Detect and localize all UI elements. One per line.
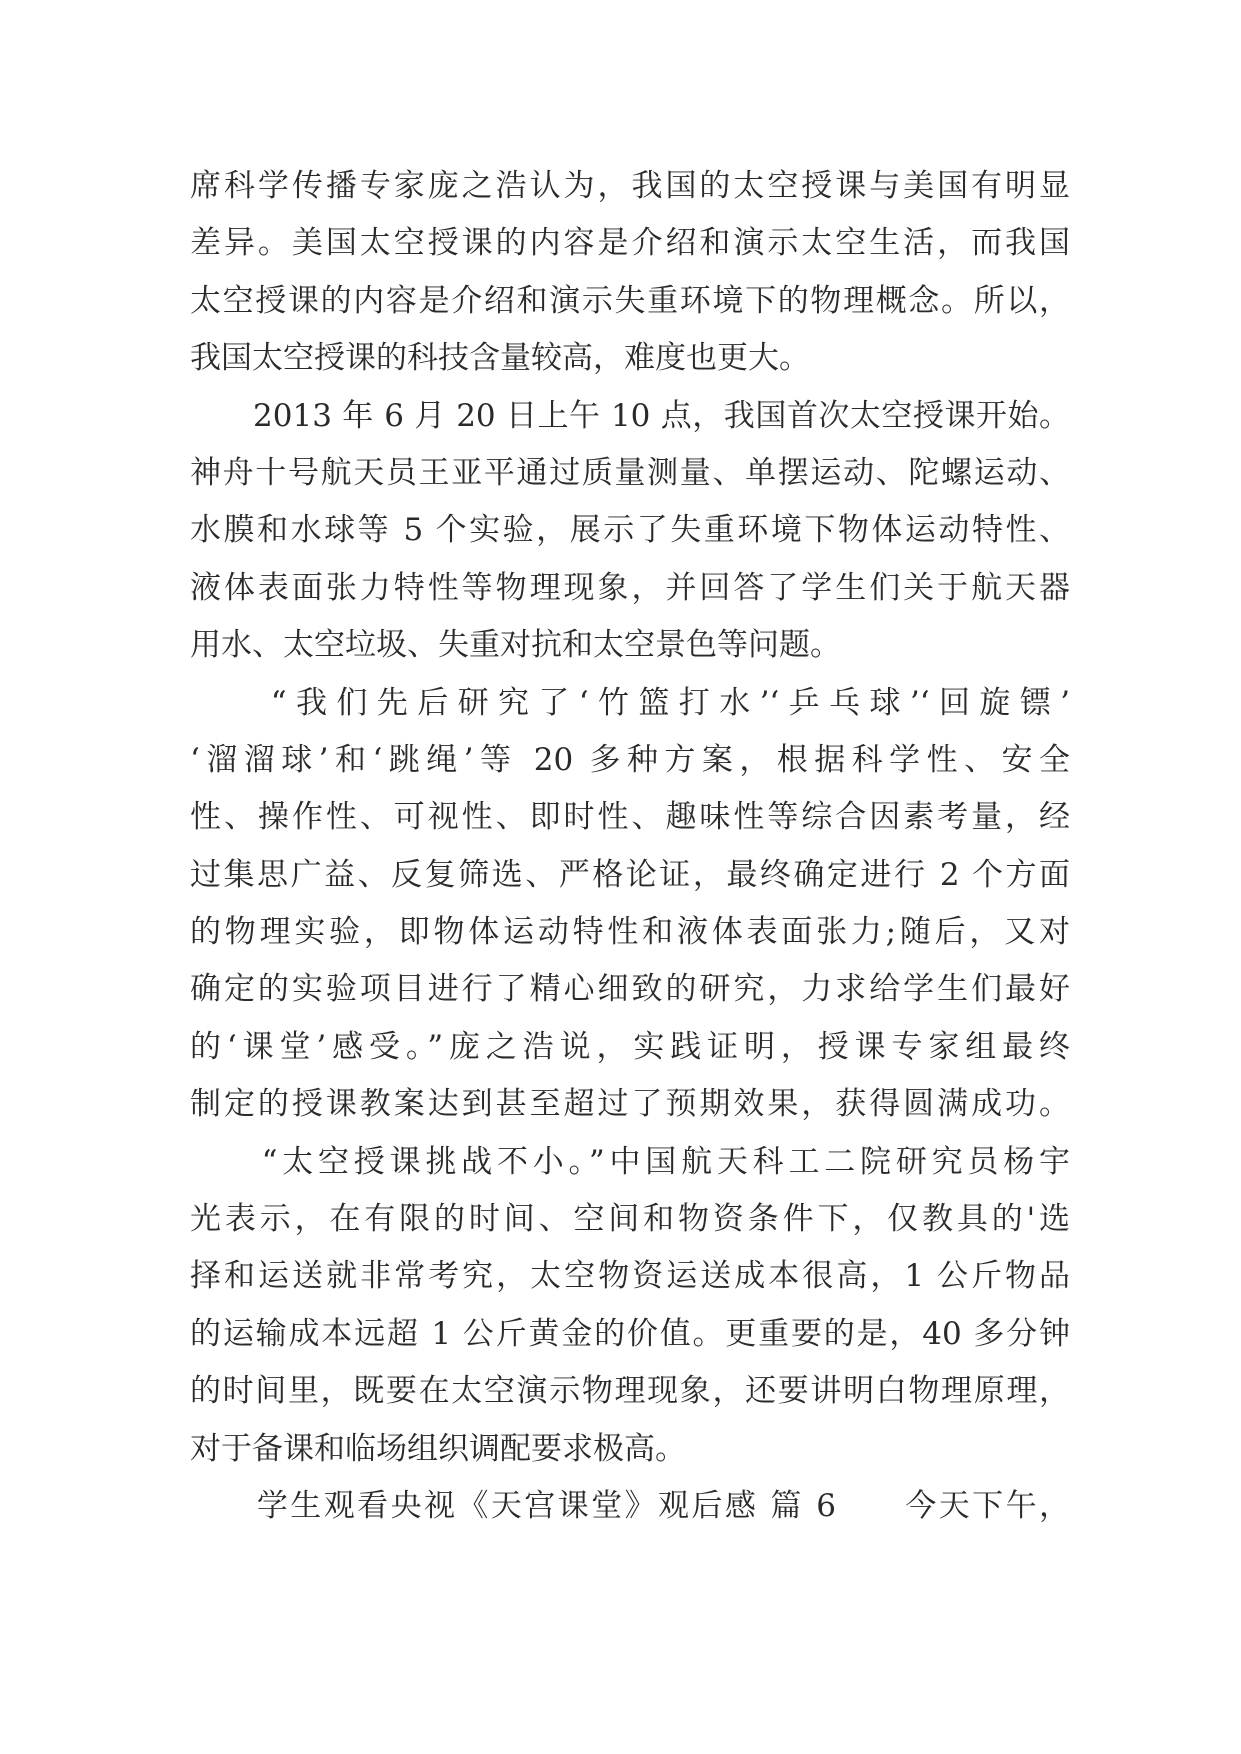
document-page: [190, 158, 1070, 1535]
text-line-6: 神舟十号航天员王亚平通过质量测量、单摆运动、陀螺运动、: [190, 454, 1070, 491]
text-line-22: 的时间里，既要在太空演示物理现象，还要讲明白物理原理，: [190, 1373, 1070, 1410]
text-line-4: 我国太空授课的科技含量较高，难度也更大。: [190, 340, 810, 377]
text-line-21: 的运输成本远超 1 公斤黄金的价值。更重要的是，40 多分钟: [190, 1315, 1070, 1352]
text-line-8: 液体表面张力特性等物理现象，并回答了学生们关于航天器: [190, 569, 1070, 606]
text-line-12: 性、操作性、可视性、即时性、趣味性等综合因素考量，经: [190, 799, 1070, 836]
text-line-19: 光表示，在有限的时间、空间和物资条件下，仅教具的'选: [190, 1201, 1070, 1238]
text-line-5: 2013 年 6 月 20 日上午 10 点，我国首次太空授课开始。: [190, 397, 1070, 434]
text-line-9: 用水、太空垃圾、失重对抗和太空景色等问题。: [190, 627, 841, 664]
text-line-24: 学生观看央视《天宫课堂》观后感 篇 6 今天下午，: [190, 1487, 1070, 1524]
text-line-18: “太空授课挑战不小。”中国航天科工二院研究员杨宇: [190, 1143, 1070, 1180]
text-line-2: 差异。美国太空授课的内容是介绍和演示太空生活，而我国: [190, 225, 1070, 262]
text-line-14: 的物理实验，即物体运动特性和液体表面张力;随后，又对: [190, 914, 1070, 951]
text-line-16: 的‘课堂’感受。”庞之浩说，实践证明，授课专家组最终: [190, 1028, 1070, 1065]
text-line-3: 太空授课的内容是介绍和演示失重环境下的物理概念。所以，: [190, 282, 1070, 319]
text-line-13: 过集思广益、反复筛选、严格论证，最终确定进行 2 个方面: [190, 856, 1070, 893]
text-line-20: 择和运送就非常考究，太空物资运送成本很高，1 公斤物品: [190, 1258, 1070, 1295]
text-line-1: 席科学传播专家庞之浩认为，我国的太空授课与美国有明显: [190, 168, 1070, 204]
text-line-15: 确定的实验项目进行了精心细致的研究，力求给学生们最好: [190, 971, 1070, 1008]
text-line-11: ‘溜溜球’和‘跳绳’等 20 多种方案，根据科学性、安全: [190, 741, 1070, 778]
text-line-10: “我们先后研究了‘竹篮打水’‘乒乓球’‘回旋镖’: [190, 684, 1070, 721]
text-line-17: 制定的授课教案达到甚至超过了预期效果，获得圆满成功。: [190, 1086, 1070, 1123]
text-line-23: 对于备课和临场组织调配要求极高。: [190, 1430, 686, 1467]
text-line-7: 水膜和水球等 5 个实验，展示了失重环境下物体运动特性、: [190, 512, 1070, 549]
